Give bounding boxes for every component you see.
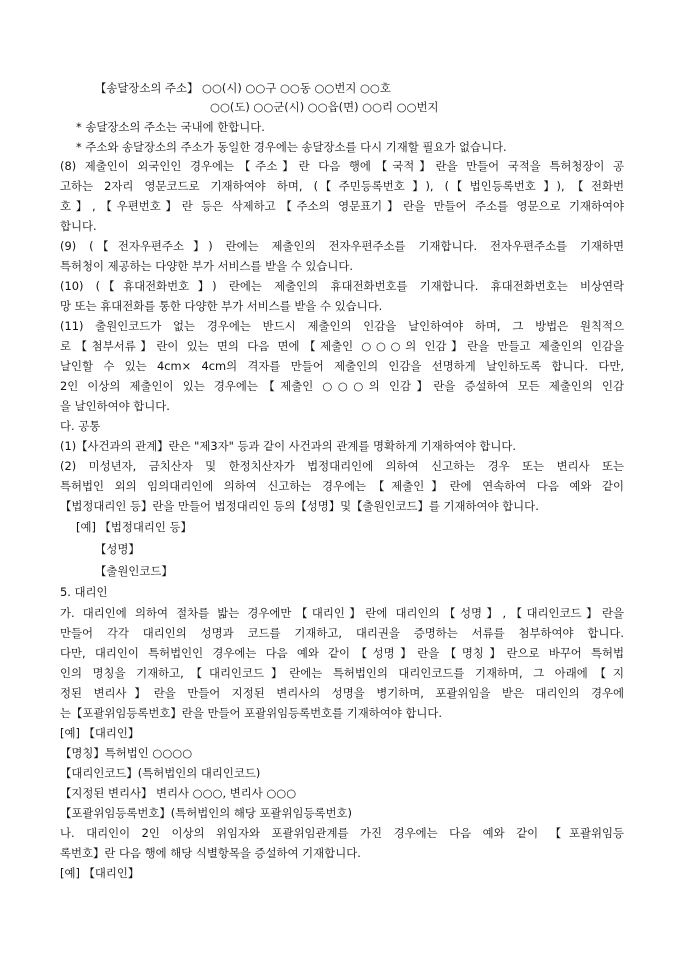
text-line: 특허법인 외의 임의대리인에 의하여 신고하는 경우에는【제출인】란에 연속하여 다음 예와 같이 bbox=[60, 479, 624, 493]
text-line: 2인 이상의 제출인이 있는 경우에는【제출인 ○○○의 인감】란을 증설하여 모든 제출인의 인감 bbox=[60, 379, 624, 393]
text-line: 로【첨부서류】란이 있는 면의 다음 면에【제출인 ○○○의 인감】란을 만들고 제출인의 인감을 bbox=[60, 339, 624, 353]
text-line: 【송달장소의 주소】 ○○(시) ○○구 ○○동 ○○번지 ○○호 bbox=[95, 81, 391, 95]
example-label: [예] 【법정대리인 등】 bbox=[76, 520, 192, 534]
text-line: 고하는 2자리 영문코드로 기재하여야 하며, (【주민등록번호】), (【법인등록번호】),【전화번 bbox=[60, 179, 624, 193]
text-line: 특허청이 제공하는 다양한 부가 서비스를 받을 수 있습니다. bbox=[60, 259, 354, 273]
text-line: (1)【사건과의 관계】란은 "제3자" 등과 같이 사건과의 관계를 명확하게 기재하여야 합니다. bbox=[60, 439, 516, 453]
text-line: (10) (【휴대전화번호】) 란에는 제출인의 휴대전화번호를 기재합니다. 휴대전화번호는 비상연락 bbox=[60, 279, 624, 293]
text-line: 만들어 각각 대리인의 성명과 코드를 기재하고, 대리권을 증명하는 서류를 첨부하여야 합니다. bbox=[60, 626, 624, 640]
example-item: 【포괄위임등록번호】(특허법인의 해당 포괄위임등록번호) bbox=[60, 806, 352, 820]
text-line: 인의 명칭을 기재하고,【대리인코드】란에는 특허법인의 대리인코드를 기재하며, 그 아래에【지 bbox=[60, 666, 624, 680]
text-line: * 주소와 송달장소의 주소가 동일한 경우에는 송달장소를 다시 기재할 필요가 없습니다. bbox=[76, 140, 507, 154]
text-line: (11) 출원인코드가 없는 경우에는 반드시 제출인의 인감을 날인하여야 하며, 그 방법은 원칙적으 bbox=[60, 319, 624, 333]
text-line: (9) (【전자우편주소】) 란에는 제출인의 전자우편주소를 기재합니다. 전자우편주소를 기재하면 bbox=[60, 239, 624, 253]
text-line: 호】,【우편번호】란 등은 삭제하고【주소의 영문표기】란을 만들어 주소를 영문으로 기재하여야 bbox=[60, 199, 624, 213]
text-line: 가. 대리인에 의하여 절차를 밟는 경우에만【대리인】란에 대리인의【성명】,【대리인코드】란을 bbox=[60, 606, 624, 620]
example-item: 【출원인코드】 bbox=[95, 564, 173, 578]
example-label: [예] 【대리인】 bbox=[60, 726, 140, 740]
text-line: 합니다. bbox=[60, 219, 97, 233]
text-line: 을 날인하여야 합니다. bbox=[60, 399, 170, 413]
example-label: [예] 【대리인】 bbox=[60, 866, 140, 880]
text-line: (8) 제출인이 외국인인 경우에는【주소】란 다음 행에【국적】란을 만들어 국적을 특허청장이 공 bbox=[60, 159, 624, 173]
text-line: 날인할 수 있는 4cm× 4cm의 격자를 만들어 제출인의 인감을 선명하게 날인하도록 합니다. 다만, bbox=[60, 359, 624, 373]
text-line: 다만, 대리인이 특허법인인 경우에는 다음 예와 같이【성명】란을【명칭】란으로 바꾸어 특허법 bbox=[60, 646, 624, 660]
text-line: 나. 대리인이 2인 이상의 위임자와 포괄위임관계를 가진 경우에는 다음 예와 같이 【포괄위임등 bbox=[60, 826, 624, 840]
example-item: 【대리인코드】(특허법인의 대리인코드) bbox=[60, 766, 261, 780]
text-line: ○○(도) ○○군(시) ○○읍(면) ○○리 ○○번지 bbox=[210, 100, 439, 114]
text-line: 록번호】란 다음 행에 해당 식별항목을 증설하여 기재합니다. bbox=[60, 846, 361, 860]
text-line: 는【포괄위임등록번호】란을 만들어 포괄위임등록번호를 기재하여야 합니다. bbox=[60, 706, 442, 720]
example-item: 【명칭】특허법인 ○○○○ bbox=[60, 746, 193, 760]
text-line: * 송달장소의 주소는 국내에 한합니다. bbox=[76, 120, 265, 134]
example-item: 【성명】 bbox=[95, 542, 140, 556]
text-line: 정된 변리사】란을 만들어 지정된 변리사의 성명을 병기하며, 포괄위임을 받은 대리인의 경우에 bbox=[60, 686, 624, 700]
example-item: 【지정된 변리사】 변리사 ○○○, 변리사 ○○○ bbox=[60, 786, 297, 800]
text-line: 망 또는 휴대전화를 통한 다양한 부가 서비스를 받을 수 있습니다. bbox=[60, 299, 383, 313]
text-line: 【법정대리인 등】란을 만들어 법정대리인 등의【성명】및【출원인코드】를 기재하여야 합니다. bbox=[60, 499, 539, 513]
text-line: (2) 미성년자, 금치산자 및 한정치산자가 법정대리인에 의하여 신고하는 경우 또는 변리사 또는 bbox=[60, 459, 624, 473]
section-heading: 5. 대리인 bbox=[60, 585, 108, 599]
section-heading: 다. 공통 bbox=[60, 419, 101, 433]
